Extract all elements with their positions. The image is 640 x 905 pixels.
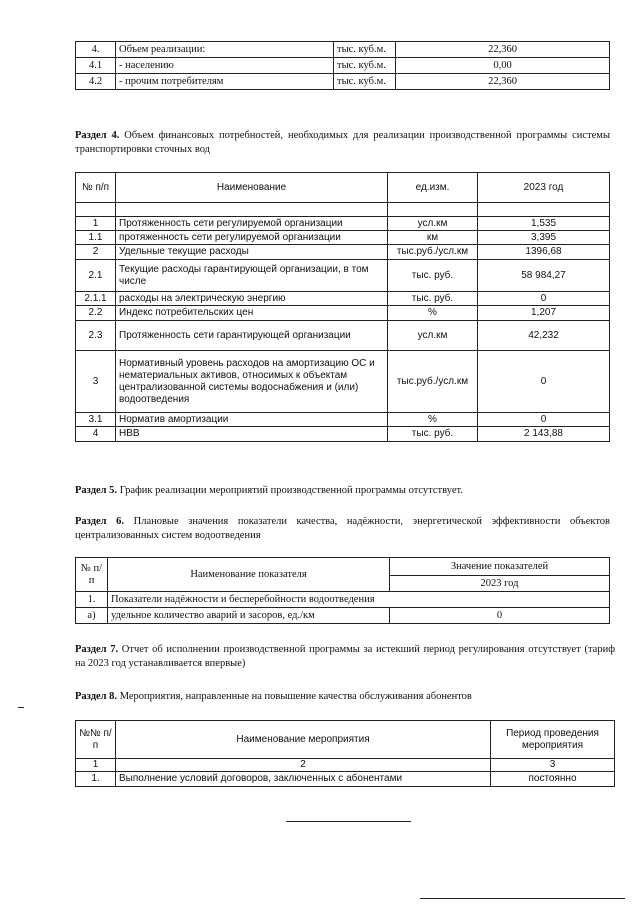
sales-volume-table bbox=[75, 41, 610, 90]
row-number: 2.3 bbox=[76, 321, 116, 351]
row-name: Удельные текущие расходы bbox=[116, 245, 388, 260]
row-value: 0 bbox=[390, 608, 610, 624]
row-unit: тыс. руб. bbox=[388, 292, 478, 306]
row-number: 2.1.1 bbox=[76, 292, 116, 306]
row-name: НВВ bbox=[116, 427, 388, 442]
margin-mark bbox=[18, 707, 24, 708]
row-value: 58 984,27 bbox=[478, 260, 610, 292]
row-unit: км bbox=[388, 231, 478, 245]
table-row bbox=[76, 608, 610, 624]
row-value: 3,395 bbox=[478, 231, 610, 245]
table-row bbox=[76, 351, 610, 413]
table-header-row bbox=[76, 558, 610, 576]
table-row bbox=[76, 58, 610, 74]
table-row bbox=[76, 245, 610, 260]
row-name: Нормативный уровень расходов на амортизацию ОС и нематериальных активов, относимых к объектам централизованной системы водоснабжения и (или) водоотведения bbox=[116, 351, 388, 413]
section-5-text: График реализации мероприятий производственной программы отсутствует. bbox=[119, 485, 463, 496]
customer-service-table bbox=[75, 720, 615, 787]
section-5-label: Раздел 5. bbox=[75, 485, 118, 496]
row-value: 22,360 bbox=[396, 42, 610, 58]
row-unit: тыс.руб./усл.км bbox=[388, 245, 478, 260]
row-value: 0 bbox=[478, 413, 610, 427]
footer-separator-line bbox=[286, 821, 411, 822]
row-name: протяженность сети регулируемой организации bbox=[116, 231, 388, 245]
row-value: 0,00 bbox=[396, 58, 610, 74]
group-number: 1. bbox=[76, 592, 108, 608]
row-name: Норматив амортизации bbox=[116, 413, 388, 427]
row-name: Выполнение условий договоров, заключенных с абонентами bbox=[116, 772, 491, 787]
row-number: а) bbox=[76, 608, 108, 624]
row-name: - населению bbox=[116, 58, 334, 74]
row-number: 4 bbox=[76, 427, 116, 442]
row-number: 4.2 bbox=[76, 74, 116, 90]
section-7-text: Отчет об исполнении производственной программы за истекший период регулирования отсутствует (тариф на 2023 год устанавливается впервые) bbox=[75, 644, 615, 669]
index-period: 3 bbox=[491, 759, 615, 772]
row-unit: тыс. куб.м. bbox=[334, 42, 396, 58]
row-name: Индекс потребительских цен bbox=[116, 306, 388, 321]
row-value: 1396,68 bbox=[478, 245, 610, 260]
table-spacer-row bbox=[76, 203, 610, 217]
header-number: № п/п bbox=[76, 173, 116, 203]
row-name: Протяженность сети регулируемой организации bbox=[116, 217, 388, 231]
row-name: Протяженность сети гарантирующей организации bbox=[116, 321, 388, 351]
table-group-row bbox=[76, 592, 610, 608]
table-row bbox=[76, 306, 610, 321]
table-header-row bbox=[76, 173, 610, 203]
row-period: постоянно bbox=[491, 772, 615, 787]
row-unit: усл.км bbox=[388, 217, 478, 231]
row-unit: тыс.руб./усл.км bbox=[388, 351, 478, 413]
header-unit: ед.изм. bbox=[388, 173, 478, 203]
table-row bbox=[76, 217, 610, 231]
table-row bbox=[76, 42, 610, 58]
header-period: Период проведения мероприятия bbox=[491, 721, 615, 759]
row-value: 0 bbox=[478, 351, 610, 413]
table-index-row bbox=[76, 759, 615, 772]
table-row bbox=[76, 260, 610, 292]
row-number: 3 bbox=[76, 351, 116, 413]
row-value: 42,232 bbox=[478, 321, 610, 351]
row-name: удельное количество аварий и засоров, ед./км bbox=[108, 608, 390, 624]
row-unit: тыс. руб. bbox=[388, 427, 478, 442]
row-number: 1. bbox=[76, 772, 116, 787]
row-unit: усл.км bbox=[388, 321, 478, 351]
header-value: Значение показателей bbox=[390, 558, 610, 576]
header-name: Наименование показателя bbox=[108, 558, 390, 592]
row-value: 1,207 bbox=[478, 306, 610, 321]
row-number: 4.1 bbox=[76, 58, 116, 74]
row-number: 3.1 bbox=[76, 413, 116, 427]
index-number: 1 bbox=[76, 759, 116, 772]
row-unit: тыс. руб. bbox=[388, 260, 478, 292]
section-8-heading bbox=[75, 690, 610, 704]
index-name: 2 bbox=[116, 759, 491, 772]
row-number: 2.1 bbox=[76, 260, 116, 292]
bottom-edge-line bbox=[420, 898, 625, 899]
header-year: 2023 год bbox=[390, 576, 610, 592]
section-6-heading bbox=[75, 515, 610, 543]
section-7-heading bbox=[75, 643, 615, 671]
section-5-heading bbox=[75, 484, 610, 498]
header-name: Наименование bbox=[116, 173, 388, 203]
table-row bbox=[76, 772, 615, 787]
row-name: - прочим потребителям bbox=[116, 74, 334, 90]
section-8-label: Раздел 8. bbox=[75, 691, 118, 702]
table-row bbox=[76, 292, 610, 306]
header-number: №№ п/п bbox=[76, 721, 116, 759]
row-unit: тыс. куб.м. bbox=[334, 74, 396, 90]
section-4-label: Раздел 4. bbox=[75, 130, 120, 141]
header-year: 2023 год bbox=[478, 173, 610, 203]
row-value: 0 bbox=[478, 292, 610, 306]
row-value: 1,535 bbox=[478, 217, 610, 231]
row-unit: % bbox=[388, 306, 478, 321]
financial-needs-table bbox=[75, 172, 610, 442]
row-number: 1 bbox=[76, 217, 116, 231]
table-row bbox=[76, 321, 610, 351]
section-8-text: Мероприятия, направленные на повышение качества обслуживания абонентов bbox=[119, 691, 472, 702]
table-row bbox=[76, 231, 610, 245]
table-row bbox=[76, 74, 610, 90]
row-number: 2 bbox=[76, 245, 116, 260]
section-4-heading bbox=[75, 129, 610, 157]
quality-indicators-table bbox=[75, 557, 610, 624]
section-4-text: Объем финансовых потребностей, необходимых для реализации производственной программы системы транспортировки сточных вод bbox=[75, 130, 611, 155]
row-name: Текущие расходы гарантирующей организации, в том числе bbox=[116, 260, 388, 292]
row-name: Объем реализации: bbox=[116, 42, 334, 58]
group-name: Показатели надёжности и бесперебойности водоотведения bbox=[108, 592, 610, 608]
table-row bbox=[76, 413, 610, 427]
row-name: расходы на электрическую энергию bbox=[116, 292, 388, 306]
section-6-text: Плановые значения показатели качества, надёжности, энергетической эффективности объектов централизованных систем водоотведения bbox=[75, 516, 611, 541]
row-unit: тыс. куб.м. bbox=[334, 58, 396, 74]
header-number: № п/п bbox=[76, 558, 108, 592]
table-header-row bbox=[76, 721, 615, 759]
row-number: 1.1 bbox=[76, 231, 116, 245]
table-row bbox=[76, 427, 610, 442]
row-unit: % bbox=[388, 413, 478, 427]
row-value: 22,360 bbox=[396, 74, 610, 90]
section-7-label: Раздел 7. bbox=[75, 644, 119, 655]
row-number: 2.2 bbox=[76, 306, 116, 321]
section-6-label: Раздел 6. bbox=[75, 516, 125, 527]
row-value: 2 143,88 bbox=[478, 427, 610, 442]
row-number: 4. bbox=[76, 42, 116, 58]
header-name: Наименование мероприятия bbox=[116, 721, 491, 759]
